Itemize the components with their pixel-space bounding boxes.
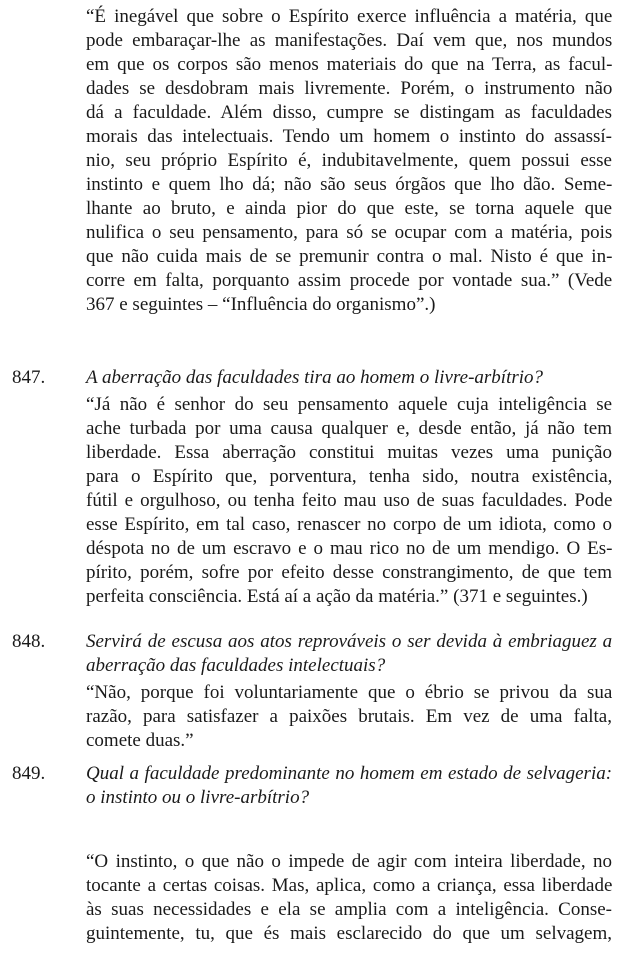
text-line: tocante a certas coisas. Mas, aplica, como a criança, essa liberdade xyxy=(86,875,613,896)
text-line: Qual a faculdade predominante no homem em estado de selvageria: xyxy=(86,763,613,784)
text-line: ache turbada por uma causa qualquer e, desde então, já não tem xyxy=(86,418,612,439)
text-line: Servirá de escusa aos atos reprováveis o ser devida à embriaguez a xyxy=(86,631,613,652)
intro-paragraph xyxy=(86,5,612,317)
text-line: déspota no de um escravo e o mau rico no de um mendigo. O Es- xyxy=(86,538,613,559)
answer-paragraph xyxy=(86,850,612,946)
text-line: “O instinto, o que não o impede de agir com inteira liberdade, no xyxy=(86,851,612,872)
text-line: perfeita consciência. Está aí a ação da matéria.” (371 e seguintes.) xyxy=(86,586,588,607)
question-number: 849. xyxy=(12,763,46,784)
text-line: A aberração das faculdades tira ao homem o livre-arbítrio? xyxy=(86,367,544,388)
text-line: dades se desdobram mais livremente. Porém, o instrumento não xyxy=(86,78,613,99)
text-line: em que os corpos são menos materiais do que na Terra, as facul- xyxy=(86,54,613,75)
answer-paragraph xyxy=(86,681,612,753)
text-line: aberração das faculdades intelectuais? xyxy=(86,655,386,676)
question-number: 847. xyxy=(12,367,46,388)
text-line: o instinto ou o livre-arbítrio? xyxy=(86,787,310,808)
text-line: nulifica o seu pensamento, para só se ocupar com a matéria, pois xyxy=(86,222,613,243)
text-line: guintemente, tu, que és mais esclarecido do que um selvagem, xyxy=(86,923,612,944)
text-line: para o Espírito que, porventura, tenha sido, noutra existência, xyxy=(86,466,613,487)
question-number: 848. xyxy=(12,631,46,652)
text-line: comete duas.” xyxy=(86,730,194,751)
question-text xyxy=(86,630,612,678)
text-line: esse Espírito, em tal caso, renascer no corpo de um idiota, como o xyxy=(86,514,612,535)
text-line: nio, seu próprio Espírito é, indubitavelmente, quem possui esse xyxy=(86,150,612,171)
text-line: razão, para satisfazer a paixões brutais. Em vez de uma falta, xyxy=(86,706,612,727)
text-line: 367 e seguintes – “Influência do organismo”.) xyxy=(86,294,436,315)
text-line: morais das intelectuais. Tendo um homem o instinto do assassí- xyxy=(86,126,612,147)
text-line: fútil e orgulhoso, ou tenha feito mau uso de suas faculdades. Pode xyxy=(86,490,613,511)
text-line: lhante ao bruto, e ainda pior do que este, se torna aquele que xyxy=(86,198,612,219)
text-line: às suas necessidades e ela se amplia com a inteligência. Conse- xyxy=(86,899,612,920)
text-line: pírito, porém, sofre por efeito desse constrangimento, de que tem xyxy=(86,562,612,583)
question-text xyxy=(86,762,612,810)
text-line: dá a faculdade. Além disso, cumpre se distingam as faculdades xyxy=(86,102,612,123)
text-line: pode embaraçar-lhe as manifestações. Daí vem que, nos mundos xyxy=(86,30,613,51)
text-line: liberdade. Essa aberração constitui muitas vezes uma punição xyxy=(86,442,612,463)
answer-paragraph xyxy=(86,393,612,609)
text-line: corre em falta, porquanto assim procede por vontade sua.” (Vede xyxy=(86,270,613,291)
text-line: que não cuida mais de se premunir contra o mal. Nisto é que in- xyxy=(86,246,613,267)
text-line: “Já não é senhor do seu pensamento aquele cuja inteligência se xyxy=(86,394,613,415)
text-line: “É inegável que sobre o Espírito exerce influência a matéria, que xyxy=(86,6,613,27)
text-line: instinto e quem lho dá; não são seus órgãos que lho dão. Seme- xyxy=(86,174,613,195)
question-text xyxy=(86,366,612,390)
text-line: “Não, porque foi voluntariamente que o ébrio se privou da sua xyxy=(86,682,613,703)
